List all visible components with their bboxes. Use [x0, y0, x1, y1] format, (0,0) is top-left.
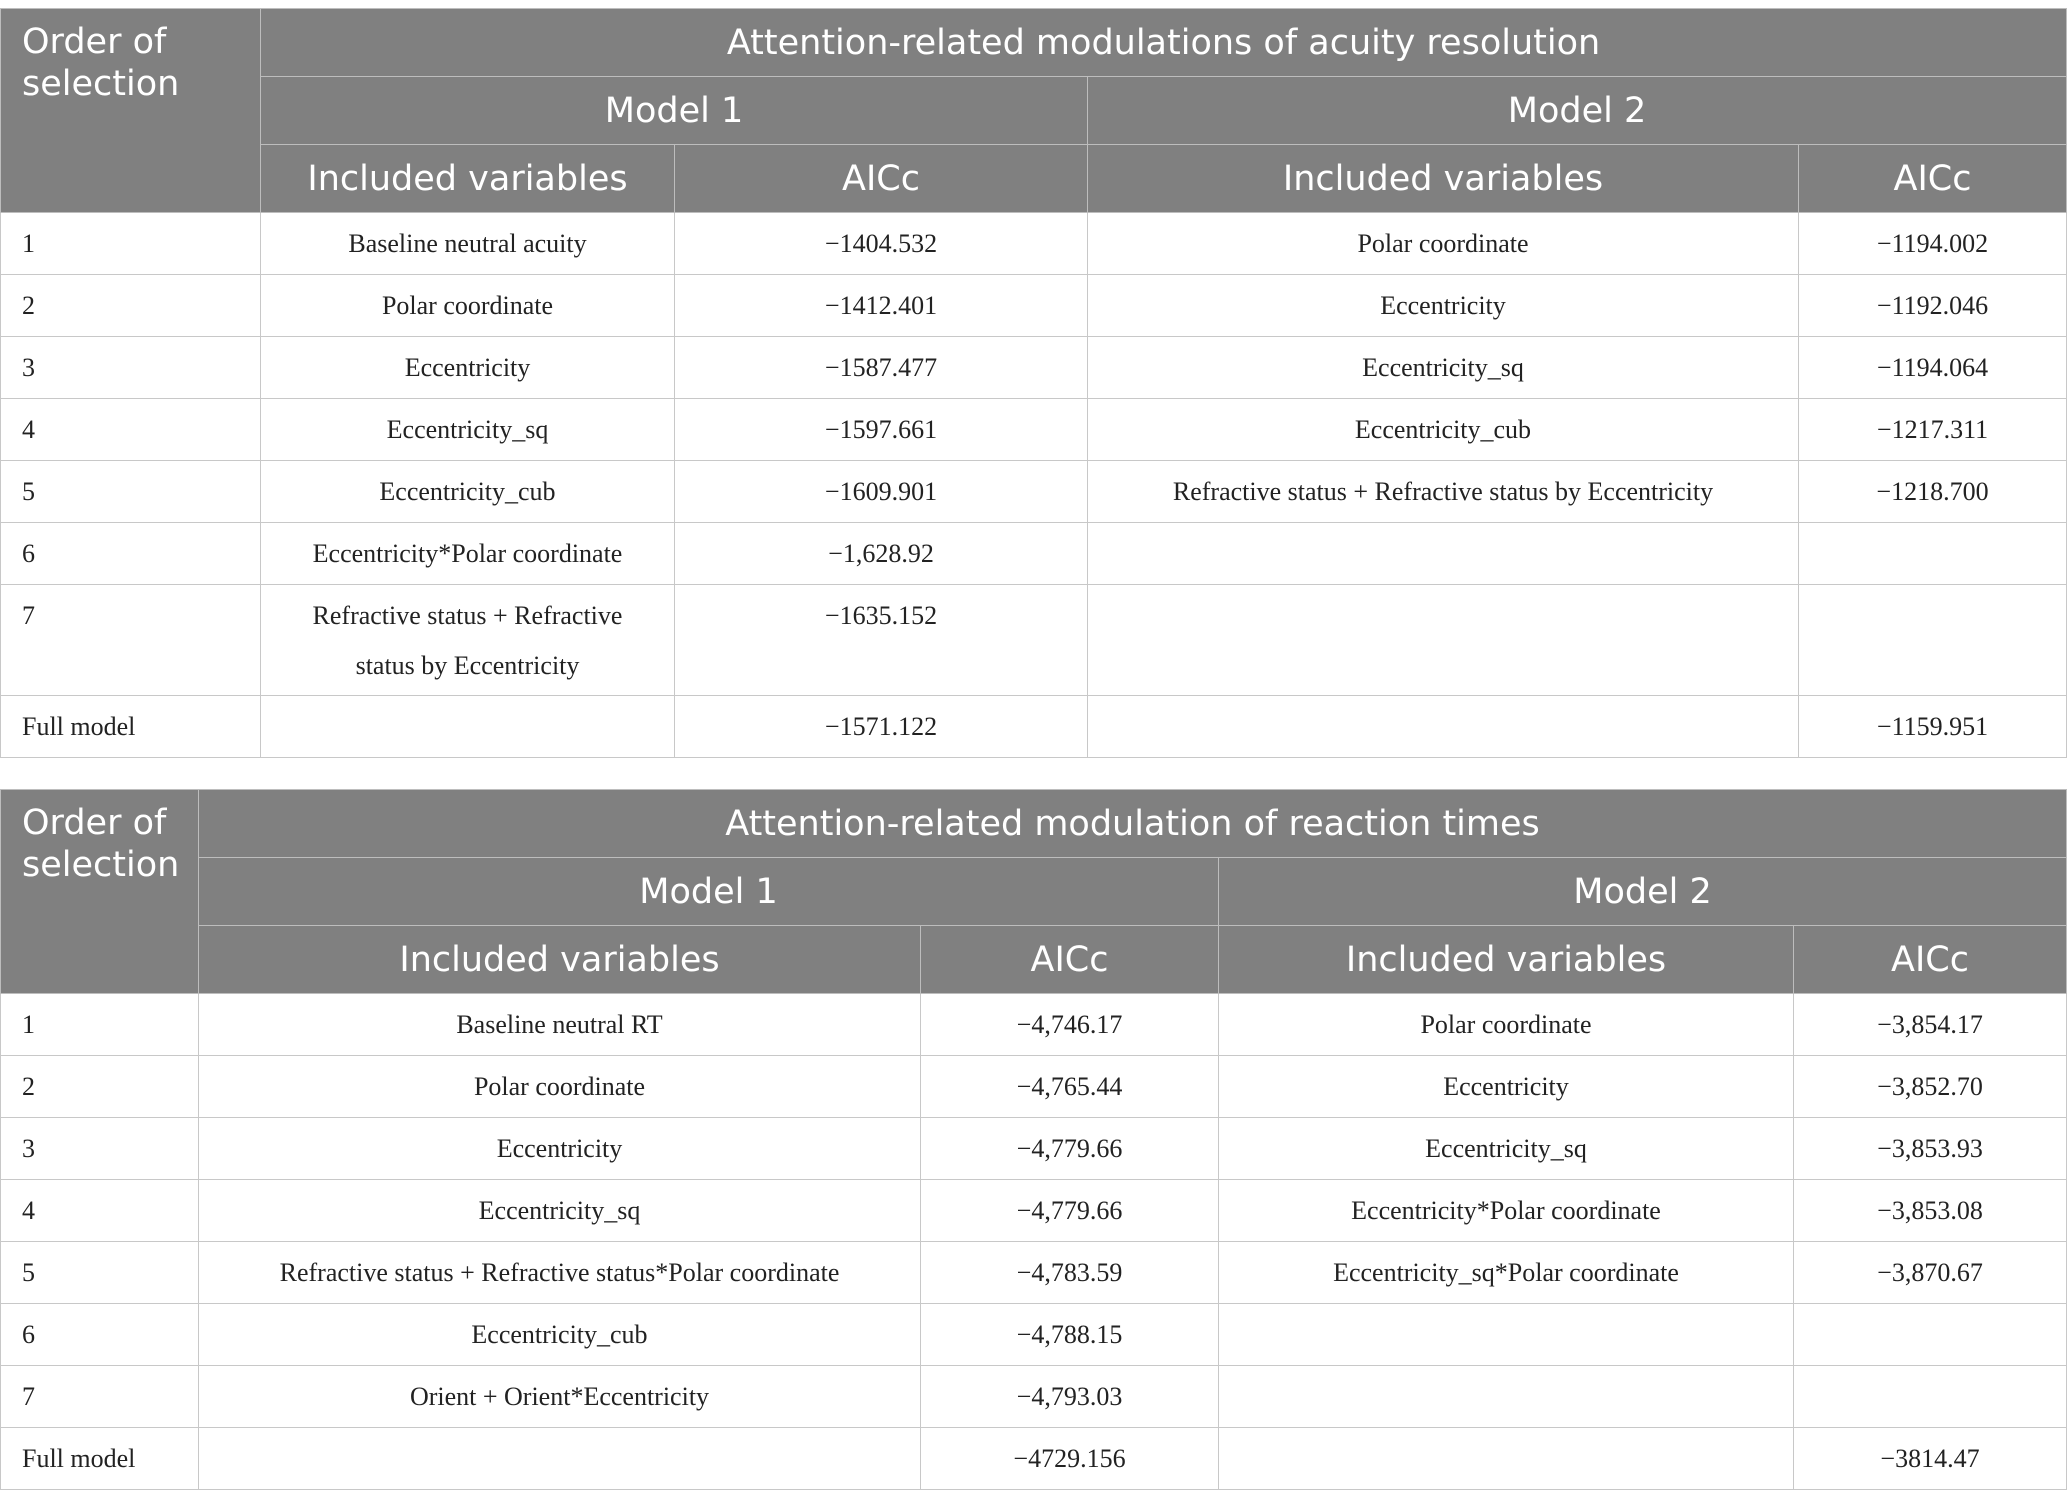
model1-variable-cell: Eccentricity — [261, 337, 675, 399]
acuity-table — [0, 8, 2067, 758]
order-cell: 6 — [1, 523, 261, 585]
model2-aicc-cell: −3814.47 — [1794, 1428, 2067, 1490]
model1-variable-cell: Eccentricity_sq — [261, 399, 675, 461]
model1-aicc-cell: −4729.156 — [921, 1428, 1219, 1490]
model1-variable-cell: Refractive status + Refractive status by Eccentricity — [261, 585, 675, 696]
table-title: Attention-related modulations of acuity resolution — [261, 9, 2067, 77]
model1-aicc-cell: −4,779.66 — [921, 1118, 1219, 1180]
order-cell: 5 — [1, 1242, 199, 1304]
model2-header: Model 2 — [1088, 77, 2067, 145]
model2-aicc-cell — [1794, 1366, 2067, 1428]
order-cell: Full model — [1, 1428, 199, 1490]
model2-aicc-cell: −1159.951 — [1799, 696, 2067, 758]
model1-variable-cell: Eccentricity — [199, 1118, 921, 1180]
model2-aicc-cell: −1218.700 — [1799, 461, 2067, 523]
model2-aicc-cell: −1194.064 — [1799, 337, 2067, 399]
model2-variable-cell: Polar coordinate — [1088, 213, 1799, 275]
model1-aicc-cell: −4,779.66 — [921, 1180, 1219, 1242]
order-cell: 2 — [1, 1056, 199, 1118]
model2-aicc-cell — [1799, 585, 2067, 696]
model1-header: Model 1 — [261, 77, 1088, 145]
table-row — [1, 213, 2067, 275]
table-body — [1, 994, 2067, 1490]
model1-aicc-cell: −1587.477 — [675, 337, 1088, 399]
model2-aicc-cell: −3,853.08 — [1794, 1180, 2067, 1242]
model1-aicc-cell: −4,746.17 — [921, 994, 1219, 1056]
order-cell: 4 — [1, 399, 261, 461]
model1-aicc-cell: −1597.661 — [675, 399, 1088, 461]
model2-aicc-cell: −3,870.67 — [1794, 1242, 2067, 1304]
model2-aicc-cell — [1794, 1304, 2067, 1366]
order-cell: 5 — [1, 461, 261, 523]
model2-header: Model 2 — [1219, 858, 2067, 926]
model1-variable-cell: Eccentricity_cub — [199, 1304, 921, 1366]
model1-aicc-header: AICc — [921, 926, 1219, 994]
model2-aicc-cell: −1192.046 — [1799, 275, 2067, 337]
order-cell: 2 — [1, 275, 261, 337]
table-row — [1, 461, 2067, 523]
model2-aicc-cell: −3,854.17 — [1794, 994, 2067, 1056]
model1-aicc-cell: −1635.152 — [675, 585, 1088, 696]
order-cell: 6 — [1, 1304, 199, 1366]
model1-variable-cell: Polar coordinate — [199, 1056, 921, 1118]
model1-variable-cell: Refractive status + Refractive status*Polar coordinate — [199, 1242, 921, 1304]
model2-aicc-cell: −3,853.93 — [1794, 1118, 2067, 1180]
table-row — [1, 994, 2067, 1056]
table-row — [1, 1118, 2067, 1180]
model2-variable-cell: Eccentricity_sq — [1219, 1118, 1794, 1180]
model2-variable-cell — [1088, 523, 1799, 585]
table-row — [1, 1242, 2067, 1304]
model2-variable-cell: Eccentricity — [1219, 1056, 1794, 1118]
model2-variable-cell — [1088, 696, 1799, 758]
model2-vars-header: Included variables — [1219, 926, 1794, 994]
order-cell: 4 — [1, 1180, 199, 1242]
table-row — [1, 1304, 2067, 1366]
order-cell: 7 — [1, 585, 261, 696]
table-row — [1, 585, 2067, 696]
model2-aicc-cell: −1217.311 — [1799, 399, 2067, 461]
model2-variable-cell — [1088, 585, 1799, 696]
table-row — [1, 1366, 2067, 1428]
table-row — [1, 523, 2067, 585]
model2-variable-cell: Eccentricity_cub — [1088, 399, 1799, 461]
order-cell: 3 — [1, 1118, 199, 1180]
model1-variable-cell — [199, 1428, 921, 1490]
model2-aicc-cell: −3,852.70 — [1794, 1056, 2067, 1118]
model1-aicc-header: AICc — [675, 145, 1088, 213]
model1-aicc-cell: −1404.532 — [675, 213, 1088, 275]
table-row — [1, 399, 2067, 461]
model2-variable-cell: Eccentricity — [1088, 275, 1799, 337]
model1-aicc-cell: −1609.901 — [675, 461, 1088, 523]
model2-aicc-cell — [1799, 523, 2067, 585]
model2-variable-cell: Polar coordinate — [1219, 994, 1794, 1056]
model2-variable-cell: Refractive status + Refractive status by Eccentricity — [1088, 461, 1799, 523]
model1-aicc-cell: −1412.401 — [675, 275, 1088, 337]
model1-variable-cell — [261, 696, 675, 758]
model1-variable-cell: Eccentricity_sq — [199, 1180, 921, 1242]
model1-aicc-cell: −1,628.92 — [675, 523, 1088, 585]
table-title: Attention-related modulation of reaction times — [199, 790, 2067, 858]
table-row — [1, 1180, 2067, 1242]
model1-aicc-cell: −1571.122 — [675, 696, 1088, 758]
model1-aicc-cell: −4,783.59 — [921, 1242, 1219, 1304]
model2-variable-cell — [1219, 1428, 1794, 1490]
model2-variable-cell — [1219, 1366, 1794, 1428]
model2-variable-cell: Eccentricity_sq*Polar coordinate — [1219, 1242, 1794, 1304]
model1-aicc-cell: −4,765.44 — [921, 1056, 1219, 1118]
model2-variable-cell — [1219, 1304, 1794, 1366]
order-cell: 7 — [1, 1366, 199, 1428]
model2-aicc-header: AICc — [1794, 926, 2067, 994]
order-cell: 1 — [1, 994, 199, 1056]
model1-variable-cell: Baseline neutral acuity — [261, 213, 675, 275]
table-row — [1, 696, 2067, 758]
model1-vars-header: Included variables — [261, 145, 675, 213]
model2-vars-header: Included variables — [1088, 145, 1799, 213]
model1-vars-header: Included variables — [199, 926, 921, 994]
model2-aicc-header: AICc — [1799, 145, 2067, 213]
model2-variable-cell: Eccentricity_sq — [1088, 337, 1799, 399]
model1-variable-cell: Eccentricity_cub — [261, 461, 675, 523]
model1-variable-cell: Eccentricity*Polar coordinate — [261, 523, 675, 585]
table-row — [1, 1428, 2067, 1490]
reaction-time-table — [0, 789, 2067, 1490]
model1-variable-cell: Polar coordinate — [261, 275, 675, 337]
order-cell: Full model — [1, 696, 261, 758]
order-header: Order of selection — [1, 790, 199, 994]
table-row — [1, 1056, 2067, 1118]
model1-aicc-cell: −4,788.15 — [921, 1304, 1219, 1366]
order-header: Order of selection — [1, 9, 261, 213]
order-cell: 3 — [1, 337, 261, 399]
model1-header: Model 1 — [199, 858, 1219, 926]
model1-variable-cell: Baseline neutral RT — [199, 994, 921, 1056]
order-cell: 1 — [1, 213, 261, 275]
table-row — [1, 337, 2067, 399]
model1-aicc-cell: −4,793.03 — [921, 1366, 1219, 1428]
model1-variable-cell: Orient + Orient*Eccentricity — [199, 1366, 921, 1428]
model2-aicc-cell: −1194.002 — [1799, 213, 2067, 275]
model2-variable-cell: Eccentricity*Polar coordinate — [1219, 1180, 1794, 1242]
table-row — [1, 275, 2067, 337]
table-body — [1, 213, 2067, 758]
